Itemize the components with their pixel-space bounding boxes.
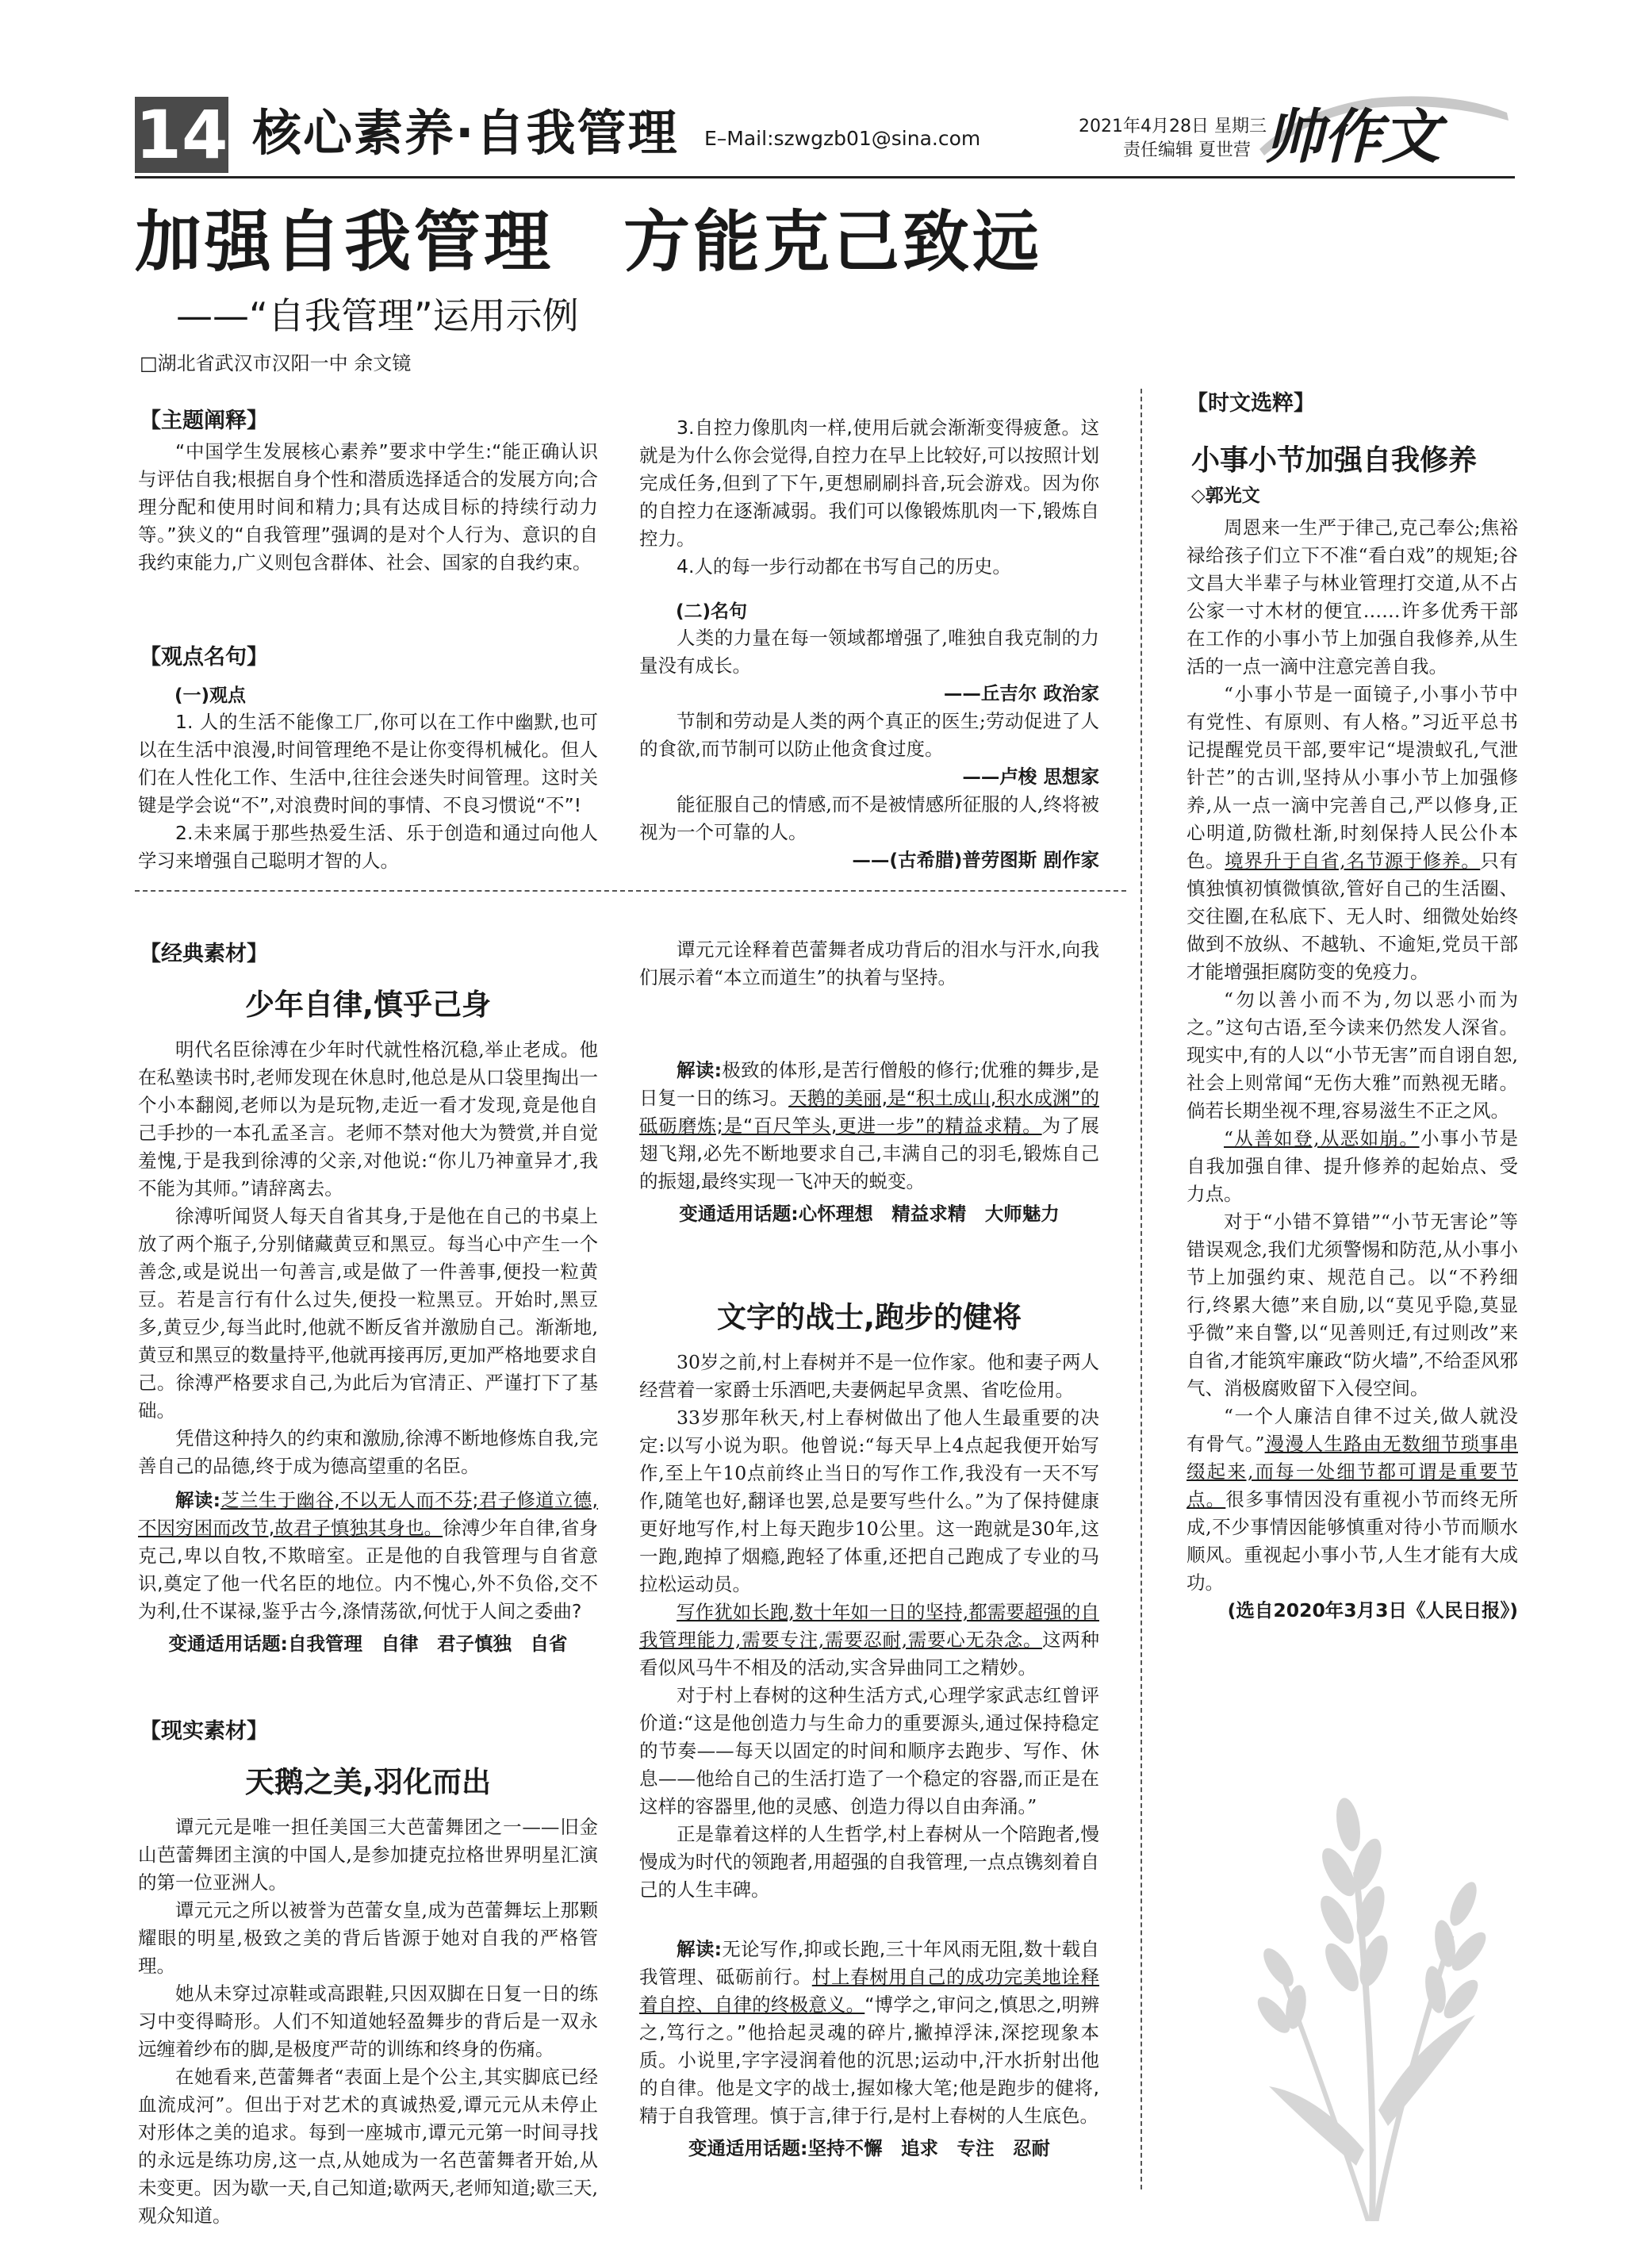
- warrior-analysis-b: “博学之,审问之,慎思之,明辨之,笃行之。”他拾起灵魂的碎片,撇掉浮沫,深挖现象本质。小说里,字字浸润着他的沉思;运动中,汗水折射出他的自律。他是文字的战士,握如椽大笔;他是跑步的健将,精于自我管理。慎于言,律于行,是村上春树的人生底色。: [639, 1994, 1099, 2127]
- view-3: 3.自控力像肌肉一样,使用后就会渐渐变得疲惫。这就是为什么你会觉得,自控力在早上比较好,可以按照计划完成任务,但到了下午,更想刷刷抖音,玩会游戏。因为你的自控力在逐渐减弱。我们可以像锻炼肌肉一下,锻炼自控力。: [639, 416, 1099, 550]
- article-author: □湖北省武汉市汉阳一中 余文镜: [140, 352, 412, 374]
- section-divider: [135, 890, 1126, 892]
- page-number: 14: [135, 96, 228, 174]
- classic-analysis-label: 解读:: [175, 1489, 221, 1511]
- warrior-body: [639, 1349, 1099, 1904]
- wheat-icon: [1237, 1777, 1507, 2221]
- essay-tag: 【时文选粹】: [1187, 391, 1315, 416]
- saying-1-source: ——丘吉尔 政治家: [943, 682, 1099, 704]
- essay-p1: 周恩来一生严于律己,克己奉公;焦裕禄给孩子们立下不准“看白戏”的规矩;谷文昌大半辈子与林业管理打交道,从不占公家一寸木材的便宜……许多优秀干部在工作的小事小节上加强自我修养,从生活的一点一滴中注意完善自我。: [1187, 516, 1518, 677]
- classic-body: [138, 1036, 598, 1480]
- reality-body-left: [138, 1813, 598, 2230]
- essay-p6-a: “一个人廉洁自律不过关,做人就没有骨气。”: [1187, 1405, 1518, 1455]
- warrior-p2: 33岁那年秋天,村上春树做出了他人生最重要的决定:以写小说为职。他曾说:“每天早上4点起我便开始写作,至上午10点前终止当日的写作工作,我没有一天不写作,随笔也好,翻译也罢,总是要写些什么。”为了保持健康更好地写作,村上每天跑步10公里。这一跑就是30年,这一跑,跑掉了烟瘾,跑轻了体重,还把自己跑成了专业的马拉松运动员。: [639, 1406, 1099, 1595]
- view-2: 2.未来属于那些热爱生活、乐于创造和通过向他人学习来增强自己聪明才智的人。: [138, 822, 598, 872]
- saying-3: 能征服自己的情感,而不是被情感所征服的人,终将被视为一个可靠的人。: [639, 793, 1099, 843]
- views-heading: (一)观点: [174, 685, 247, 706]
- classic-title: 少年自律,慎乎己身: [244, 988, 492, 1022]
- reality-p5: 谭元元诠释着芭蕾舞者成功背后的泪水与汗水,向我们展示着“本立而道生”的执着与坚持。: [639, 938, 1099, 988]
- warrior-analysis-a: 无论写作,抑或长跑,三十年风雨无阻,数十载自我管理、砥砺前行。: [639, 1938, 1099, 1988]
- essay-author: ◇郭光文: [1191, 485, 1260, 506]
- reality-title: 天鹅之美,羽化而出: [244, 1765, 492, 1799]
- essay-p6-b: 很多事情因没有重视小节而终无所成,不少事情因能够慎重对待小节而顺水顺风。重视起小事小节,人生才能有大成功。: [1187, 1488, 1518, 1594]
- essay-p4-b: 小事小节是自我加强自律、提升修养的起始点、受力点。: [1187, 1127, 1518, 1205]
- essay-p2-b: 只有慎独慎初慎微慎欲,管好自己的生活圈、交往圈,在私底下、无人时、细微处始终做到不放纵、不越轨、不逾矩,党员干部才能增强拒腐防变的免疫力。: [1187, 850, 1518, 983]
- view-4: 4.人的每一步行动都在书写自己的历史。: [677, 555, 1011, 578]
- warrior-p1: 30岁之前,村上春树并不是一位作家。他和妻子两人经营着一家爵士乐酒吧,夫妻俩起早贪黑、省吃俭用。: [639, 1351, 1099, 1401]
- reality-analysis-b: 为了展翅飞翔,必先不断地要求自己,丰满自己的羽毛,锻炼自己的振翅,最终实现一飞冲天的蜕变。: [639, 1115, 1100, 1192]
- warrior-p3-underlined: 写作犹如长跑,数十年如一日的坚持,都需要超强的自我管理能力,需要专注,需要忍耐,需要心无杂念。: [639, 1601, 1099, 1651]
- essay-p2-a: “小事小节是一面镜子,小事小节中有党性、有原则、有人格。”习近平总书记提醒党员干部,要牢记“堤溃蚁孔,气泄针芒”的古训,坚持从小事小节上加强修养,从一点一滴中完善自己,严以修身,正心明道,防微杜渐,时刻保持人民公仆本色。: [1187, 683, 1518, 872]
- theme-tag: 【主题阐释】: [140, 409, 268, 433]
- email: E–Mail:szwgzb01@sina.com: [704, 127, 981, 150]
- saying-2: 节制和劳动是人类的两个真正的医生;劳动促进了人的食欲,而节制可以防止他贪食过度。: [639, 710, 1099, 760]
- essay-p4-underlined: “从善如登,从恶如崩。”: [1224, 1127, 1420, 1149]
- logo-brush-graphic: [1253, 94, 1512, 170]
- reality-p1: 谭元元是唯一担任美国三大芭蕾舞团之一——旧金山芭蕾舞团主演的中国人,是参加捷克拉格世界明星汇演的第一位亚洲人。: [138, 1816, 598, 1894]
- reality-body-right: [639, 936, 1099, 992]
- classic-analysis-underlined: 芝兰生于幽谷,不以无人而不芬;君子修道立德,不因穷困而改节,故君子慎独其身也。: [138, 1489, 599, 1539]
- theme-section: [138, 438, 598, 577]
- reality-p3: 她从未穿过凉鞋或高跟鞋,只因双脚在日复一日的练习中变得畸形。人们不知道她轻盈舞步的背后是一双永远缠着纱布的脚,是极度严苛的训练和终身的伤痛。: [138, 1982, 598, 2060]
- warrior-p5: 正是靠着这样的人生哲学,村上春树从一个陪跑者,慢慢成为时代的领跑者,用超强的自我管理,一点点镌刻着自己的人生丰碑。: [639, 1823, 1099, 1901]
- sayings-heading: (二)名句: [676, 601, 748, 622]
- reality-p4: 在她看来,芭蕾舞者“表面上是个公主,其实脚底已经血流成河”。但出于对艺术的真诚热爱,谭元元从未停止对形体之美的追求。每到一座城市,谭元元第一时间寻找的永远是练功房,这一点,从她成为一名芭蕾舞者开始,从未变更。因为歇一天,自己知道;歇两天,老师知道;歇三天,观众知道。: [138, 2066, 598, 2227]
- theme-text: “中国学生发展核心素养”要求中学生:“能正确认识与评估自我;根据自身个性和潜质选择适合的发展方向;合理分配和使用时间和精力;具有达成目标的持续行动力等。”狭义的“自我管理”强调的是对个人行为、意识的自我约束能力,广义则包含群体、社会、国家的自我约束。: [138, 440, 598, 574]
- reality-analysis: [639, 1057, 1099, 1228]
- quotes-middle: [639, 414, 1099, 874]
- editor: 责任编辑 夏世营: [1123, 140, 1251, 160]
- classic-p1: 明代名臣徐溥在少年时代就性格沉稳,举止老成。他在私塾读书时,老师发现在休息时,他总是从口袋里掏出一个小本翻阅,老师以为是玩物,走近一看才发现,竟是他自己手抄的一本孔孟圣言。老师不禁对他大为赞赏,并自觉羞愧,于是我到徐溥的父亲,对他说:“你儿乃神童异才,我不能为其师。”请辞离去。: [138, 1038, 598, 1199]
- reality-analysis-label: 解读:: [677, 1059, 723, 1081]
- warrior-analysis-underlined: 村上春树用自己的成功完美地诠释着自控、自律的终极意义。: [639, 1966, 1100, 2016]
- essay-body: [1187, 514, 1518, 1625]
- saying-2-source: ——卢梭 思想家: [962, 766, 1099, 788]
- masthead-logo: [1253, 94, 1512, 170]
- essay-p3: “勿以善小而不为,勿以恶小而为之。”这句古语,至今读来仍然发人深省。现实中,有的人以“小节无害”而自诩自恕,社会上则常闻“无伤大雅”而熟视无睹。倘若长期坐视不理,容易滋生不正之风。: [1187, 988, 1518, 1122]
- essay-title: 小事小节加强自我修养: [1191, 444, 1478, 477]
- essay-p2-underlined: 境界升于自省,名节源于修养。: [1225, 850, 1481, 872]
- classic-p2: 徐溥听闻贤人每天自省其身,于是他在自己的书桌上放了两个瓶子,分别储藏黄豆和黑豆。每当心中产生一个善念,或是说出一句善言,或是做了一件善事,便投一粒黄豆。若是言行有什么过失,便投一粒黑豆。开始时,黑豆多,黄豆少,每当此时,他就不断反省并激励自己。渐渐地,黄豆和黑豆的数量持平,他就再接再厉,更加严格地要求自己。徐溥严格要求自己,为此后为官清正、严谨打下了基础。: [138, 1205, 598, 1422]
- essay-p5: 对于“小错不算错”“小节无害论”等错误观念,我们尤须警惕和防范,从小事小节上加强约束、规范自己。以“不矜细行,终累大德”来自励,以“莫见乎隐,莫显乎微”来自警,以“见善则迁,有过则改”来自省,才能筑牢廉政“防火墙”,不给歪风邪气、消极腐败留下入侵空间。: [1187, 1211, 1518, 1399]
- reality-analysis-a: 极致的体形,是苦行僧般的修行;优雅的舞步,是日复一日的练习。: [639, 1059, 1100, 1109]
- reality-analysis-underlined: 天鹅的美丽,是“积土成山,积水成渊”的砥砺磨炼;是“百尺竿头,更进一步”的精益求精。: [639, 1087, 1099, 1137]
- warrior-topics: 变通适用话题:坚持不懈 追求 专注 忍耐: [688, 2137, 1050, 2159]
- saying-1: 人类的力量在每一领域都增强了,唯独自我克制的力量没有成长。: [639, 627, 1099, 677]
- warrior-analysis: [639, 1936, 1099, 2162]
- classic-analysis-text: 徐溥少年自律,省身克己,卑以自牧,不欺暗室。正是他的自我管理与自省意识,奠定了他一代名臣的地位。内不愧心,外不负俗,交不为利,仕不谋禄,鉴乎古今,涤情荡欲,何忧于人间之委曲?: [138, 1517, 598, 1622]
- classic-p3: 凭借这种持久的约束和激励,徐溥不断地修炼自我,完善自己的品德,终于成为德高望重的名臣。: [138, 1427, 598, 1477]
- header-rule: [135, 176, 1515, 178]
- reality-tag: 【现实素材】: [140, 1719, 268, 1744]
- view-1: 1. 人的生活不能像工厂,你可以在工作中幽默,也可以在生活中浪漫,时间管理绝不是让你变得机械化。但人们在人性化工作、生活中,往往会迷失时间管理。这时关键是学会说“不”,对浪费时间的事情、不良习惯说“不”!: [138, 711, 598, 816]
- classic-analysis: [138, 1487, 598, 1658]
- reality-p2: 谭元元之所以被誉为芭蕾女皇,成为芭蕾舞坛上那颗耀眼的明星,极致之美的背后皆源于她对自我的严格管理。: [138, 1899, 598, 1977]
- saying-3-source: ——(古希腊)普劳图斯 剧作家: [852, 849, 1099, 871]
- article-subtitle: ——“自我管理”运用示例: [176, 294, 579, 337]
- essay-source: (选自2020年3月3日《人民日报》): [1227, 1599, 1518, 1621]
- quotes-views-left: [138, 676, 598, 875]
- wheat-illustration: [1237, 1777, 1507, 2221]
- essay-p6-underlined: 漫漫人生路由无数细节琐事串缀起来,而每一处细节都可谓是重要节点。: [1187, 1433, 1519, 1510]
- quotes-tag: 【观点名句】: [140, 645, 268, 670]
- column-divider: [1141, 389, 1142, 2189]
- warrior-p3-text: 这两种看似风马牛不相及的活动,实含异曲同工之精妙。: [639, 1629, 1099, 1679]
- warrior-p4: 对于村上春树的这种生活方式,心理学家武志红曾评价道:“这是他创造力与生命力的重要源头,通过保持稳定的节奏——每天以固定的时间和顺序去跑步、写作、休息——他给自己的生活打造了一个稳定的容器,而正是在这样的容器里,他的灵感、创造力得以自由奔涌。”: [639, 1684, 1099, 1817]
- classic-topics: 变通适用话题:自我管理 自律 君子慎独 自省: [168, 1633, 568, 1655]
- classic-tag: 【经典素材】: [140, 942, 268, 966]
- warrior-title: 文字的战士,跑步的健将: [716, 1300, 1022, 1334]
- section-title: 核心素养·自我管理: [252, 104, 679, 162]
- warrior-analysis-label: 解读:: [677, 1938, 723, 1960]
- reality-topics: 变通适用话题:心怀理想 精益求精 大师魅力: [679, 1203, 1060, 1225]
- issue-date: 2021年4月28日 星期三: [1079, 117, 1267, 136]
- logo-text: 帅作文: [1264, 103, 1440, 170]
- article-title: 加强自我管理 方能克己致远: [135, 202, 1043, 281]
